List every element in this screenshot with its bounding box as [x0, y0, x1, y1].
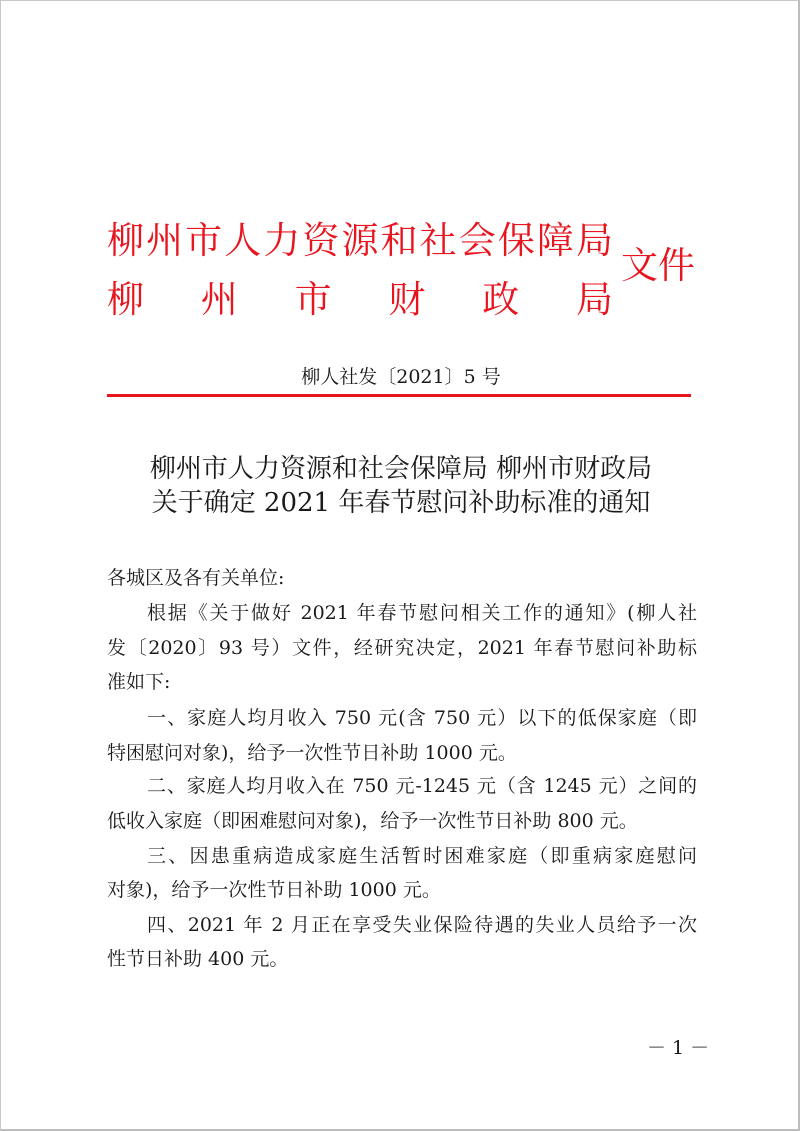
issuer-name-hrss: 柳州市人力资源和社会保障局 [107, 219, 616, 262]
salutation: 各城区及各有关单位: [107, 567, 285, 589]
red-divider-line [107, 394, 691, 397]
body-line: 对象)，给予一次性节日补助 1000 元。 [107, 879, 441, 901]
issuer-char: 财 [388, 278, 426, 321]
body-line: 一、家庭人均月收入 750 元(含 750 元）以下的低保家庭（即 [147, 707, 697, 729]
body-line: 二、家庭人均月收入在 750 元-1245 元（含 1245 元）之间的 [147, 775, 697, 797]
body-line: 特困慰问对象)，给予一次性节日补助 1000 元。 [107, 742, 517, 764]
body-line: 四、2021 年 2 月正在享受失业保险待遇的失业人员给予一次 [147, 914, 697, 936]
notice-title-line-2: 关于确定 2021 年春节慰问补助标准的通知 [151, 488, 651, 518]
document-number: 柳人社发〔2021〕5 号 [301, 366, 501, 388]
issuer-char: 市 [294, 278, 332, 321]
notice-title-line-1: 柳州市人力资源和社会保障局 柳州市财政局 [149, 454, 653, 484]
body-line: 低收入家庭（即困难慰问对象)，给予一次性节日补助 800 元。 [107, 810, 638, 832]
doc-type-label: 文件 [621, 244, 695, 287]
issuer-char: 州 [200, 278, 238, 321]
issuer-char: 局 [575, 278, 613, 321]
body-line: 根据《关于做好 2021 年春节慰问相关工作的通知》(柳人社 [147, 602, 697, 624]
page-number: － 1 － [647, 1037, 710, 1059]
body-line: 性节日补助 400 元。 [107, 948, 289, 970]
issuer-char: 柳 [107, 278, 144, 321]
issuer-char: 政 [482, 278, 520, 321]
body-line: 发〔2020〕93 号）文件，经研究决定，2021 年春节慰问补助标 [107, 637, 697, 659]
body-line: 准如下: [107, 671, 171, 693]
body-line: 三、因患重病造成家庭生活暂时困难家庭（即重病家庭慰问 [147, 845, 697, 867]
issuer-name-finance [107, 279, 613, 321]
